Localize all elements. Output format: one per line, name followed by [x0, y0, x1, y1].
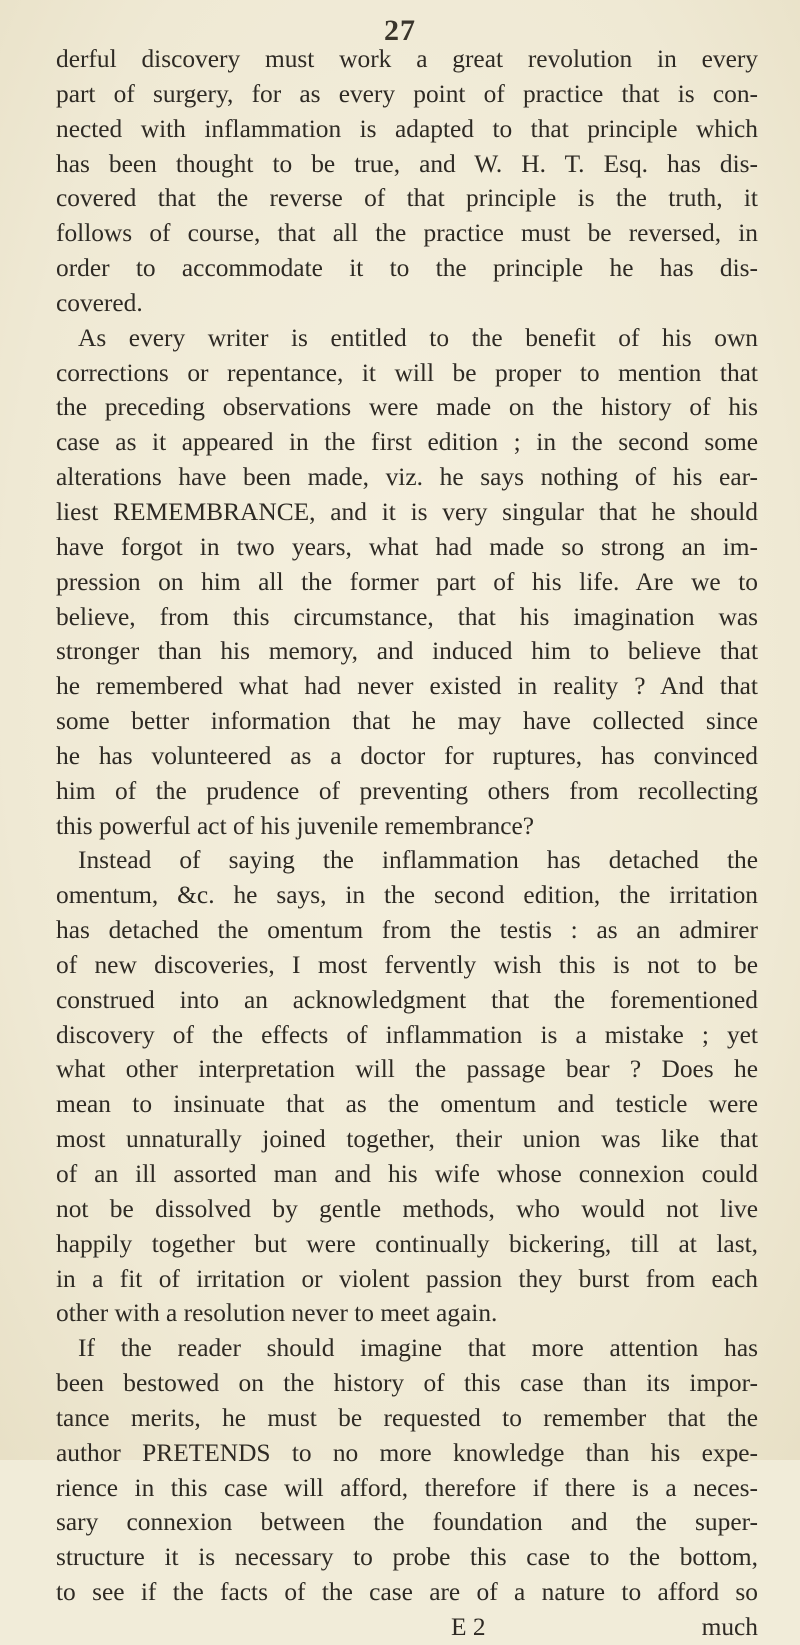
text-line: covered. — [56, 288, 143, 317]
text-line: of an ill assorted man and his wife whose connexion could — [56, 1160, 758, 1188]
page-number: 27 — [384, 14, 416, 47]
text-line: corrections or repentance, it will be proper to mention that — [56, 358, 758, 387]
signature-mark: E 2 — [451, 1612, 486, 1641]
text-line: pression on him all the former part of his life. Are we to — [56, 567, 758, 596]
text-line: in a fit of irritation or violent passion they burst from each — [56, 1264, 758, 1293]
text-line: have forgot in two years, what had made so strong an im- — [56, 532, 758, 561]
text-line: sary connexion between the foundation and the super- — [56, 1508, 758, 1537]
text-line: believe, from this circumstance, that his imagination was — [56, 602, 758, 631]
text-line: discovery of the effects of inflammation is a mistake ; yet — [56, 1020, 758, 1049]
text-line: he has volunteered as a doctor for ruptures, has convinced — [56, 741, 758, 770]
body-text — [56, 42, 758, 1645]
text-line: author PRETENDS to no more knowledge than his expe- — [56, 1438, 758, 1467]
text-line: not be dissolved by gentle methods, who would not live — [56, 1194, 758, 1223]
text-line: covered that the reverse of that principle is the truth, it — [56, 184, 758, 213]
text-line: part of surgery, for as every point of practice that is con- — [56, 79, 758, 108]
text-line: has detached the omentum from the testis : as an admirer — [56, 916, 758, 945]
catchword: much — [701, 1612, 758, 1641]
text-line: been bestowed on the history of this case than its impor- — [56, 1369, 758, 1398]
text-line: follows of course, that all the practice must be reversed, in — [56, 219, 758, 248]
text-line: some better information that he may have collected since — [56, 707, 758, 736]
text-line: liest REMEMBRANCE, and it is very singular that he should — [56, 497, 758, 526]
text-line: nected with inflammation is adapted to that principle which — [56, 114, 758, 143]
text-line: the preceding observations were made on the history of his — [56, 393, 758, 422]
text-line: tance merits, he must be requested to remember that the — [56, 1403, 758, 1432]
text-line: structure it is necessary to probe this case to the bottom, — [56, 1543, 758, 1572]
text-line: Instead of saying the inflammation has detached the — [78, 846, 758, 875]
text-line: If the reader should imagine that more attention has — [78, 1334, 758, 1363]
text-line: him of the prudence of preventing others from recollecting — [56, 776, 758, 805]
text-line: happily together but were continually bickering, till at last, — [56, 1229, 758, 1258]
text-line: As every writer is entitled to the benefit of his own — [78, 323, 758, 352]
text-line: construed into an acknowledgment that the forementioned — [56, 985, 758, 1014]
text-line: stronger than his memory, and induced him to believe that — [56, 637, 758, 666]
text-line: order to accommodate it to the principle he has dis- — [56, 254, 758, 283]
page-footer — [56, 1610, 758, 1645]
text-line: rience in this case will afford, therefore if there is a neces- — [56, 1473, 758, 1502]
text-line: what other interpretation will the passage bear ? Does he — [56, 1055, 758, 1084]
text-line: other with a resolution never to meet again. — [56, 1299, 498, 1328]
text-line: derful discovery must work a great revolution in every — [56, 45, 758, 73]
text-line: he remembered what had never existed in reality ? And that — [56, 672, 758, 701]
text-line: case as it appeared in the first edition ; in the second some — [56, 428, 758, 457]
text-line: most unnaturally joined together, their union was like that — [56, 1125, 758, 1154]
text-line: mean to insinuate that as the omentum and testicle were — [56, 1090, 758, 1119]
text-line: to see if the facts of the case are of a nature to afford so — [56, 1578, 758, 1607]
text-line: alterations have been made, viz. he says nothing of his ear- — [56, 463, 758, 492]
text-line: omentum, &c. he says, in the second edition, the irritation — [56, 881, 758, 910]
text-line: of new discoveries, I most fervently wish this is not to be — [56, 950, 758, 979]
text-line: this powerful act of his juvenile remembrance? — [56, 811, 535, 840]
text-line: has been thought to be true, and W. H. T. Esq. has dis- — [56, 149, 758, 178]
